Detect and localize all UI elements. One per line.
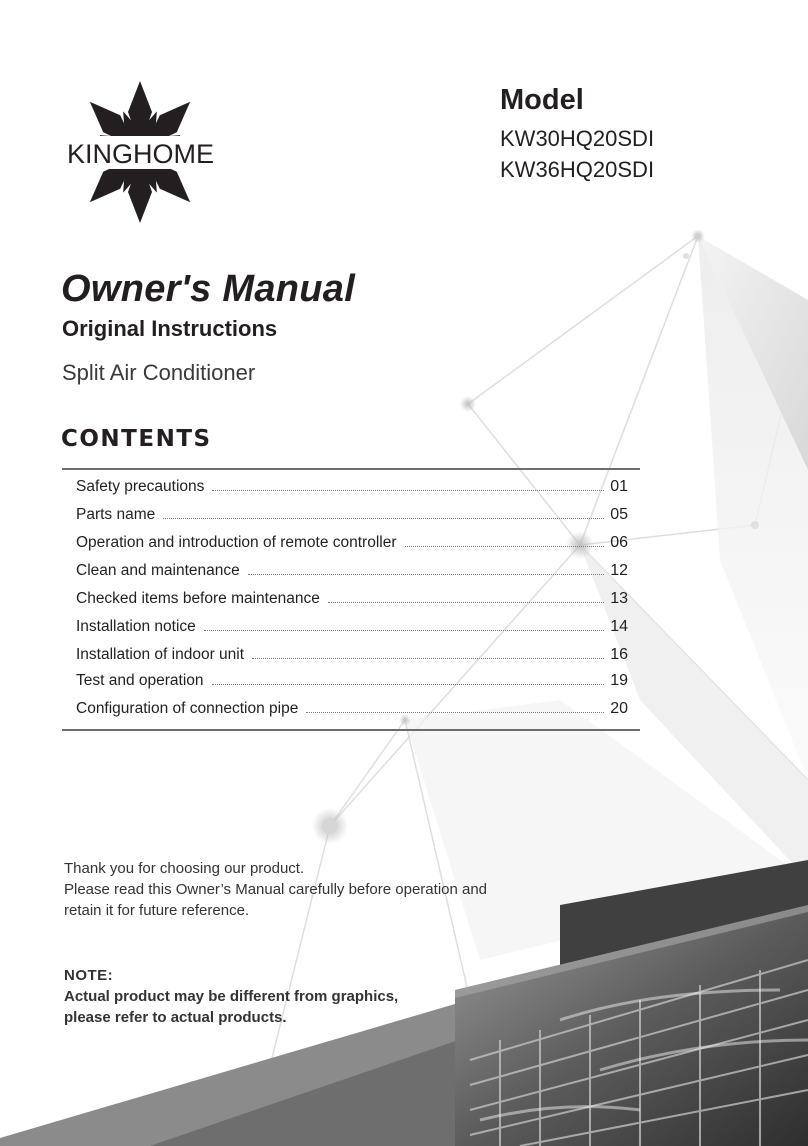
toc-item-page: 06	[610, 534, 628, 551]
toc-item[interactable]	[76, 478, 628, 506]
contents-top-rule	[62, 468, 640, 470]
toc-leader-dots	[248, 573, 604, 575]
manual-title: Owner's Manual	[61, 268, 356, 310]
note-line: Actual product may be different from graphics,	[64, 988, 399, 1005]
toc-leader-dots	[328, 601, 604, 603]
toc-item-label: Test and operation	[76, 672, 204, 689]
toc-leader-dots	[204, 629, 604, 631]
toc-item[interactable]	[76, 590, 628, 618]
toc-item-label: Installation notice	[76, 618, 196, 635]
contents-heading: CONTENTS	[61, 426, 212, 452]
brand-name: KINGHOME	[67, 139, 215, 169]
toc-item[interactable]	[76, 562, 628, 590]
thank-you-line: Thank you for choosing our product.	[64, 860, 305, 877]
toc-leader-dots	[212, 683, 605, 685]
toc-item-page: 01	[610, 478, 628, 495]
table-of-contents	[76, 478, 628, 728]
toc-leader-dots	[163, 517, 604, 519]
toc-item-label: Installation of indoor unit	[76, 646, 245, 663]
thank-you-message	[64, 858, 534, 921]
manual-subtitle: Original Instructions	[62, 316, 278, 341]
toc-item[interactable]	[76, 534, 628, 562]
toc-leader-dots	[306, 711, 604, 713]
toc-item[interactable]	[76, 646, 628, 672]
model-number-1: KW30HQ20SDI	[500, 126, 655, 151]
note-line: please refer to actual products.	[64, 1009, 287, 1026]
toc-item-label: Checked items before maintenance	[76, 590, 320, 607]
model-number-2: KW36HQ20SDI	[500, 157, 655, 182]
toc-item[interactable]	[76, 700, 628, 728]
toc-item-label: Parts name	[76, 506, 156, 523]
toc-item-page: 13	[610, 590, 628, 607]
toc-leader-dots	[405, 545, 605, 547]
toc-item-page: 20	[610, 700, 628, 717]
toc-item-page: 16	[610, 646, 628, 663]
thank-you-line: Please read this Owner’s Manual carefully before operation and	[64, 881, 488, 898]
toc-item-label: Clean and maintenance	[76, 562, 240, 579]
toc-item[interactable]	[76, 672, 628, 700]
product-type: Split Air Conditioner	[62, 360, 256, 385]
toc-item[interactable]	[76, 618, 628, 646]
toc-leader-dots	[252, 657, 604, 659]
toc-item-page: 12	[610, 562, 628, 579]
model-label: Model	[500, 84, 584, 116]
toc-item-page: 14	[610, 618, 628, 635]
toc-item-page: 19	[610, 672, 628, 689]
contents-bottom-rule	[62, 729, 640, 731]
toc-item-label: Safety precautions	[76, 478, 205, 495]
note-heading: NOTE:	[64, 967, 114, 984]
note-block	[64, 965, 398, 1028]
toc-item[interactable]	[76, 506, 628, 534]
thank-you-line: retain it for future reference.	[64, 902, 250, 919]
toc-item-page: 05	[610, 506, 628, 523]
toc-item-label: Operation and introduction of remote controller	[76, 534, 397, 551]
toc-leader-dots	[212, 489, 604, 491]
toc-item-label: Configuration of connection pipe	[76, 700, 299, 717]
